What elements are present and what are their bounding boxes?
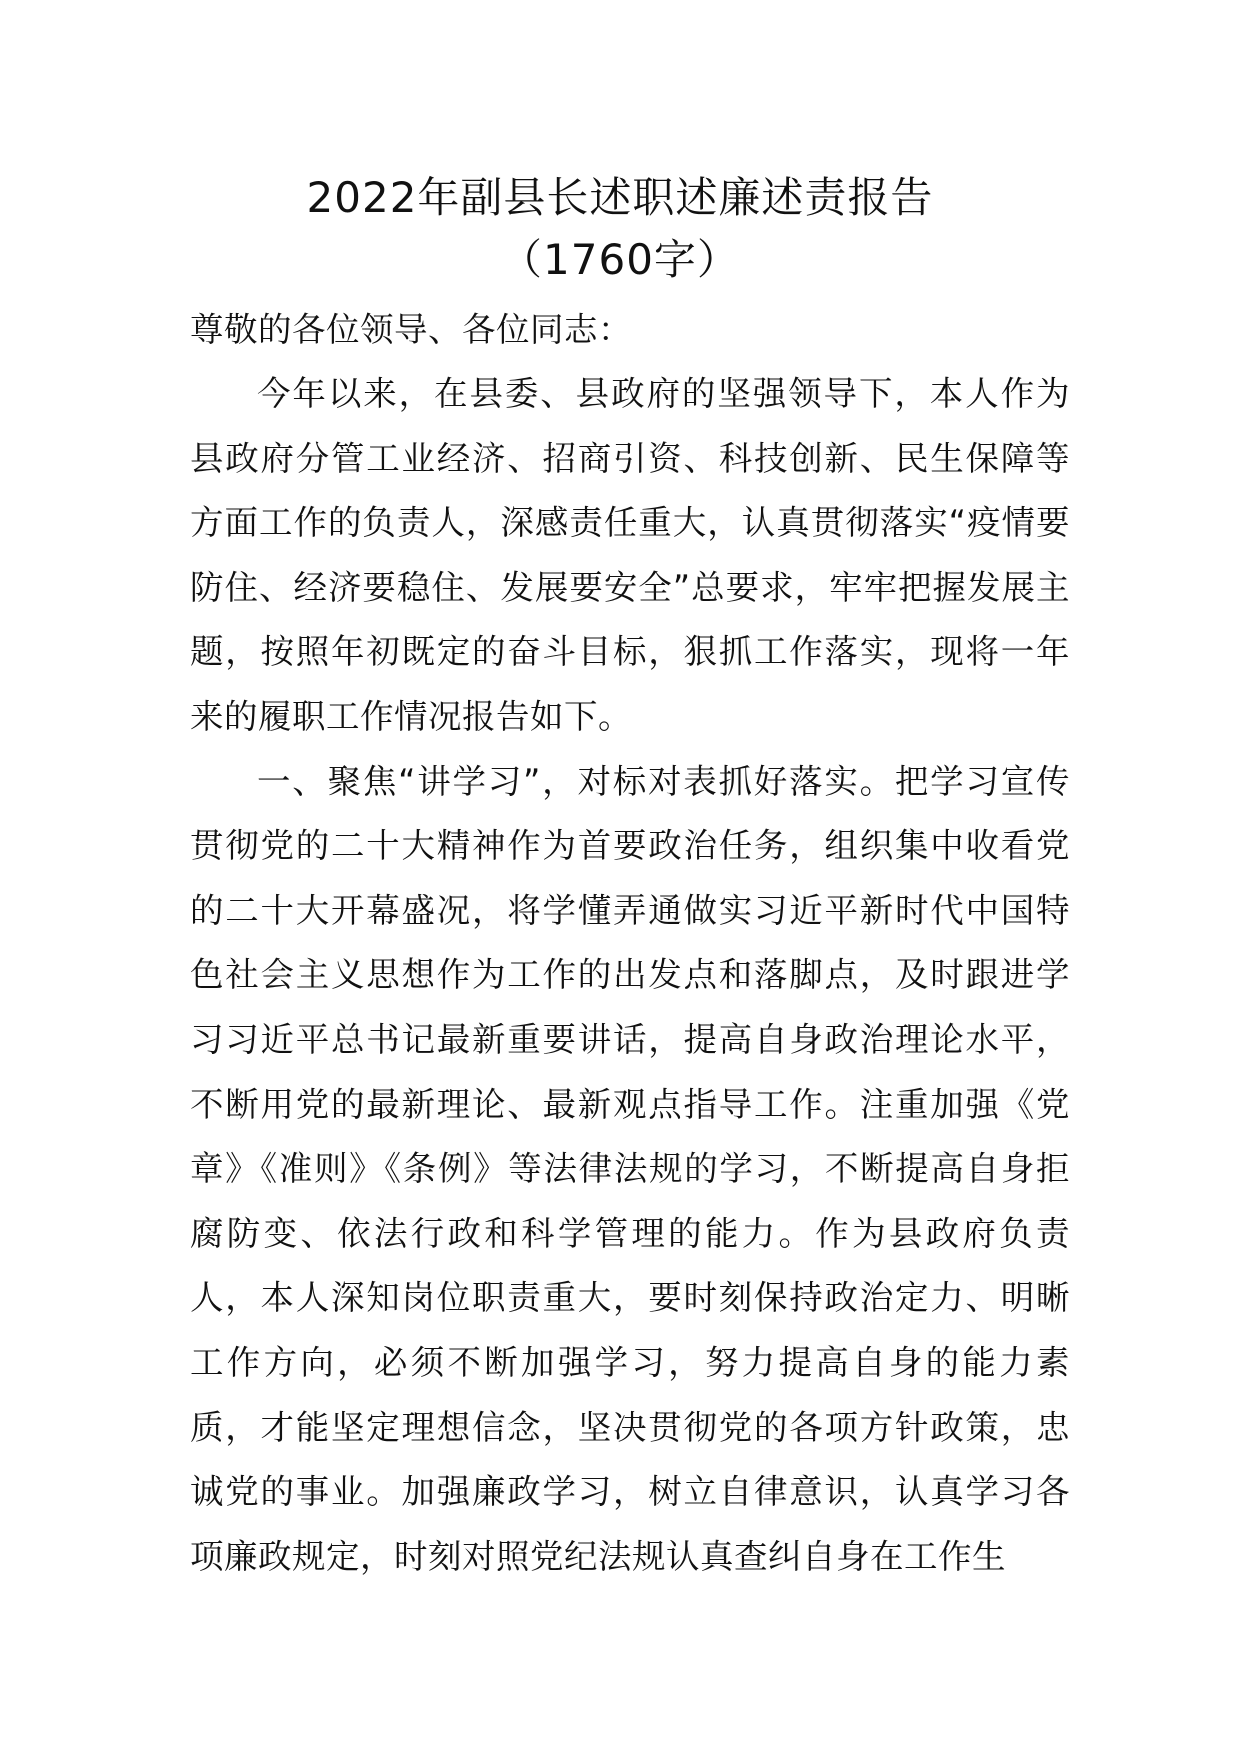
salutation: 尊敬的各位领导、各位同志： (190, 310, 632, 349)
paragraph-intro: 今年以来，在县委、县政府的坚强领导下，本人作为县政府分管工业经济、招商引资、科技创新、民生保障等方面工作的负责人，深感责任重大，认真贯彻落实“疫情要防住、经济要稳住、发展要安全”总要求，牢牢把握发展主题，按照年初既定的奋斗目标，狠抓工作落实，现将一年来的履职工作情况报告如下。 (190, 374, 1070, 736)
paragraph-section-one: 一、聚焦“讲学习”，对标对表抓好落实。把学习宣传贯彻党的二十大精神作为首要政治任务，组织集中收看党的二十大开幕盛况，将学懂弄通做实习近平新时代中国特色社会主义思想作为工作的出发点和落脚点，及时跟进学习习近平总书记最新重要讲话，提高自身政治理论水平，不断用党的最新理论、最新观点指导工作。注重加强《党章》《准则》《条例》等法律法规的学习，不断提高自身拒腐防变、依法行政和科学管理的能力。作为县政府负责人，本人深知岗位职责重大，要时刻保持政治定力、明晰工作方向，必须不断加强学习，努力提高自身的能力素质，才能坚定理想信念，坚决贯彻党的各项方针政策，忠诚党的事业。加强廉政学习，树立自律意识，认真学习各项廉政规定，时刻对照党纪法规认真查纠自身在工作生 (190, 761, 1070, 1576)
document-title: 2022年副县长述职述廉述责报告 (306, 173, 934, 222)
document-subtitle: （1760字） (500, 235, 740, 284)
document-body (190, 362, 1070, 1589)
